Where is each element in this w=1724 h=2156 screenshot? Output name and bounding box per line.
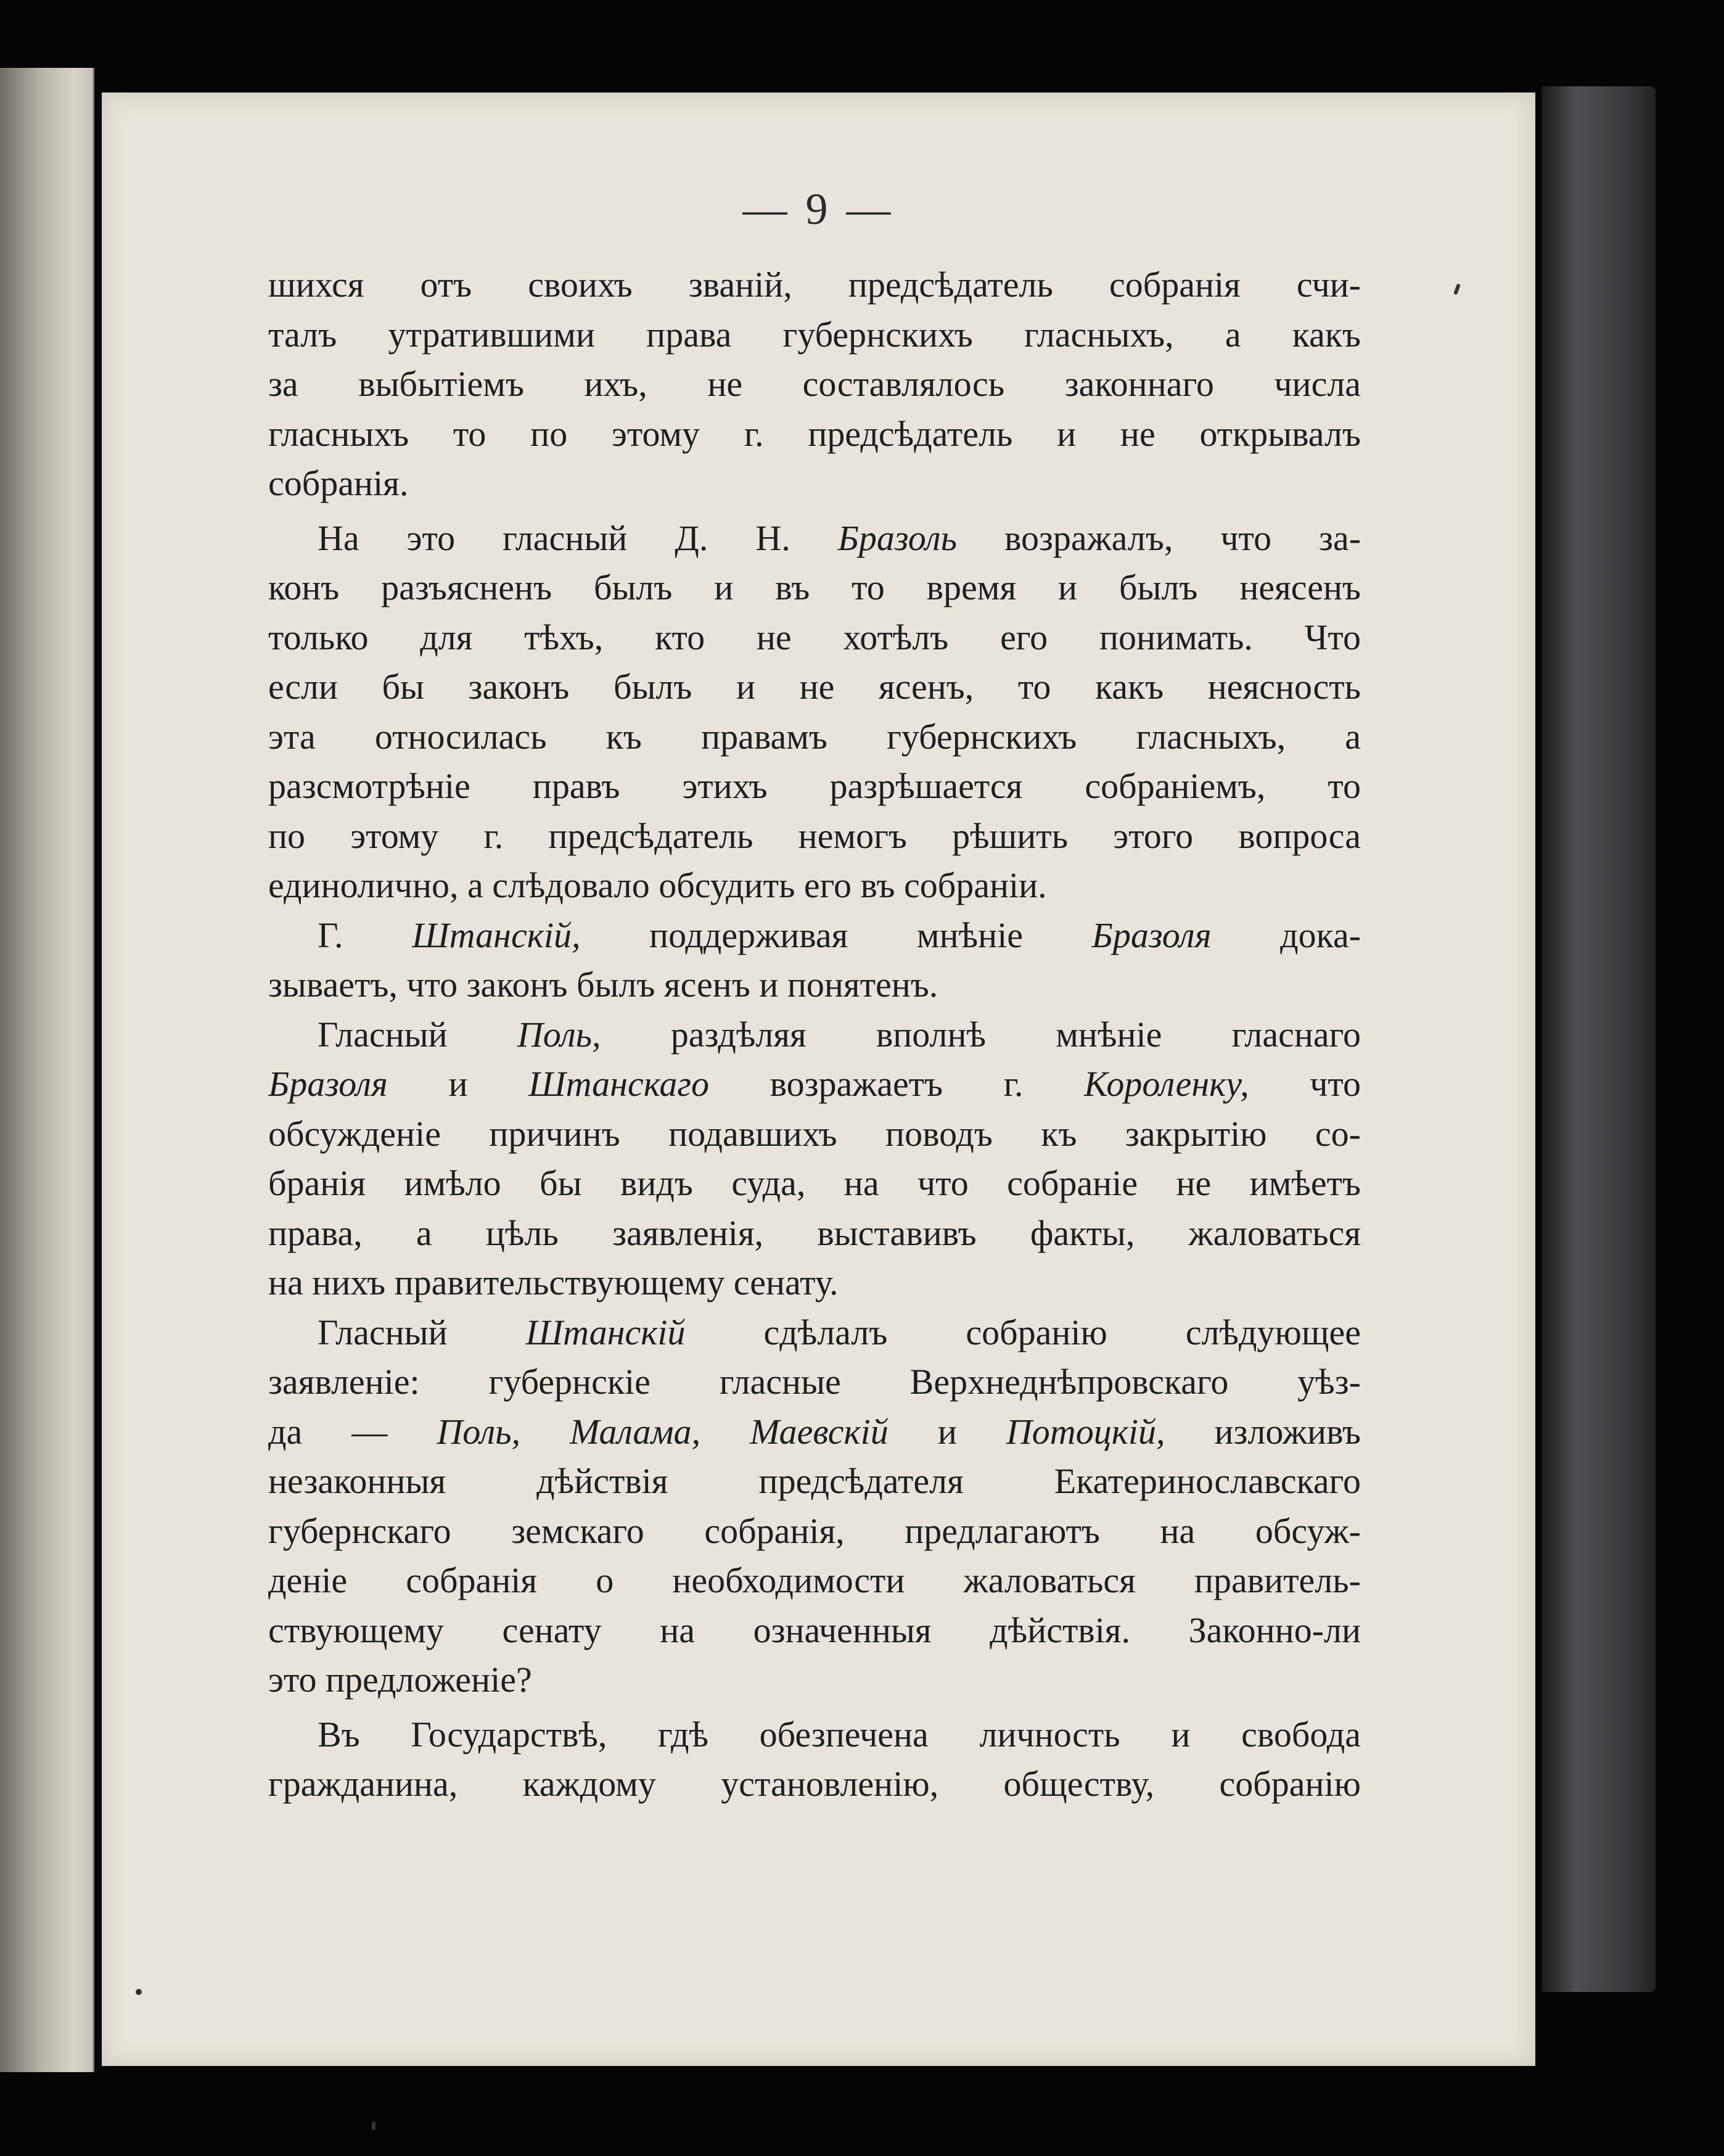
text-line: Гласный Поль, раздѣляя вполнѣ мнѣніе гласнаго	[318, 1014, 1361, 1055]
text-line: единолично, а слѣдовало обсудить его въ собраніи.	[268, 865, 1047, 905]
person-name: Поль, Малама, Маевскій	[437, 1411, 889, 1452]
adjacent-page-edge	[0, 68, 94, 2072]
paper-speck	[136, 1989, 142, 1995]
person-name: Штанскій,	[412, 915, 581, 955]
text-line: заявленіе: губернскіе гласные Верхнеднѣпровскаго уѣз-	[268, 1362, 1361, 1402]
text-line: зываетъ, что законъ былъ ясенъ и понятенъ.	[268, 965, 938, 1005]
text-line: гласныхъ то по этому г. предсѣдатель и не открывалъ	[268, 413, 1361, 454]
text-line: Въ Государствѣ, гдѣ обезпечена личность и свобода	[318, 1714, 1361, 1755]
paper-speck	[372, 2121, 376, 2130]
text-line: гражданина, каждому установленію, обществу, собранію	[268, 1764, 1361, 1804]
text-line: бранія имѣло бы видъ суда, на что собраніе не имѣетъ	[268, 1163, 1361, 1203]
paper-speck	[1453, 284, 1461, 295]
text-line: разсмотрѣніе правъ этихъ разрѣшается собраніемъ, то	[268, 766, 1361, 806]
text-line: ствующему сенату на означенныя дѣйствія. Законно-ли	[268, 1610, 1361, 1650]
text-line: Гласный Штанскій сдѣлалъ собранію слѣдующее	[318, 1312, 1361, 1352]
person-name: Бразоля	[268, 1064, 388, 1104]
text-line: собранія.	[268, 463, 409, 503]
text-line: губернскаго земскаго собранія, предлагаютъ на обсуж-	[268, 1510, 1361, 1551]
text-line: деніе собранія о необходимости жаловаться правитель-	[268, 1560, 1361, 1600]
book-cover-board	[1541, 86, 1656, 1992]
text-line: по этому г. предсѣдатель немогъ рѣшить этого вопроса	[268, 815, 1361, 856]
text-line: конъ разъясненъ былъ и въ то время и былъ неясенъ	[268, 567, 1361, 607]
text-line: обсужденіе причинъ подавшихъ поводъ къ закрытію со-	[268, 1113, 1361, 1154]
text-line: шихся отъ своихъ званій, предсѣдатель собранія счи-	[268, 265, 1361, 305]
text-line: на нихъ правительствующему сенату.	[268, 1262, 839, 1302]
body-text	[268, 260, 1361, 1809]
text-line: да — Поль, Малама, Маевскій и Потоцкій, изложивъ	[268, 1411, 1361, 1452]
text-line: Бразоля и Штанскаго возражаетъ г. Короленку, что	[268, 1064, 1361, 1104]
person-name: Штанскаго	[528, 1064, 710, 1104]
text-line: за выбытіемъ ихъ, не составлялось законнаго числа	[268, 364, 1361, 404]
book-page	[102, 93, 1535, 2066]
person-name: Штанскій	[525, 1312, 686, 1352]
text-line: талъ утратившими права губернскихъ гласныхъ, а какъ	[268, 314, 1361, 355]
page-number: — 9 —	[742, 184, 895, 234]
text-line: Г. Штанскій, поддерживая мнѣніе Бразоля дока-	[318, 915, 1361, 955]
text-line: это предложеніе?	[268, 1660, 532, 1700]
text-line: только для тѣхъ, кто не хотѣлъ его понимать. Что	[268, 617, 1361, 657]
person-name: Короленку,	[1084, 1064, 1249, 1104]
text-line: На это гласный Д. Н. Бразоль возражалъ, что за-	[318, 517, 1361, 558]
text-line: если бы законъ былъ и не ясенъ, то какъ неясность	[268, 667, 1361, 707]
person-name: Бразоль	[837, 517, 957, 558]
person-name: Потоцкій,	[1006, 1411, 1165, 1452]
text-line: незаконныя дѣйствія предсѣдателя Екатеринославскаго	[268, 1461, 1361, 1501]
person-name: Поль,	[517, 1014, 601, 1055]
person-name: Бразоля	[1091, 915, 1212, 955]
text-line: права, а цѣль заявленія, выставивъ факты, жаловаться	[268, 1212, 1361, 1253]
text-line: эта относилась къ правамъ губернскихъ гласныхъ, а	[268, 716, 1361, 757]
